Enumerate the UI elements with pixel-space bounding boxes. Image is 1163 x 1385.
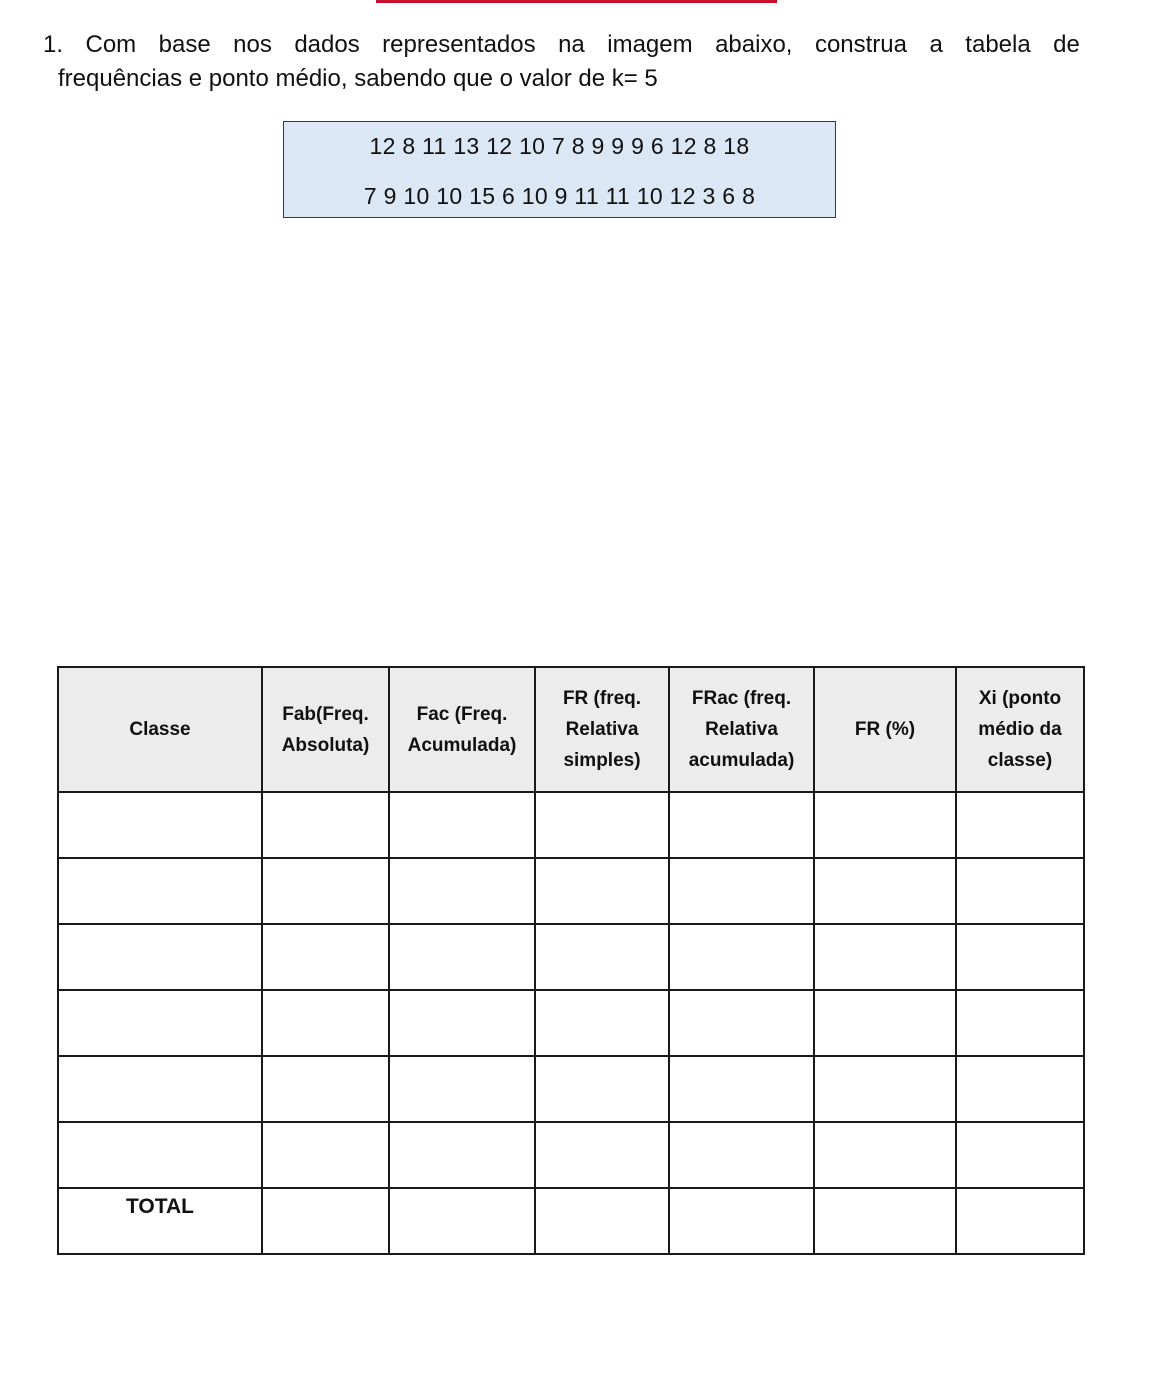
table-cell[interactable] [814,1056,956,1122]
table-cell[interactable] [389,858,535,924]
header-classe: Classe [58,667,262,792]
table-cell[interactable] [669,858,814,924]
table-cell[interactable] [814,792,956,858]
table-cell[interactable] [535,858,669,924]
table-row [58,924,1084,990]
table-cell[interactable] [262,924,389,990]
header-frac: FRac (freq. Relativa acumulada) [669,667,814,792]
question-word: representados [382,31,536,58]
data-values-box [283,121,836,218]
table-cell[interactable] [262,792,389,858]
table-cell[interactable] [814,990,956,1056]
table-cell[interactable] [58,858,262,924]
question-line-2: frequências e ponto médio, sabendo que o valor de k= 5 [58,65,658,92]
table-cell[interactable] [535,990,669,1056]
question-word: construa [814,31,907,58]
frequency-table [57,666,1085,1255]
table-cell[interactable] [389,792,535,858]
table-cell[interactable] [58,924,262,990]
question-text [43,28,1080,96]
table-cell[interactable] [535,792,669,858]
table-cell[interactable] [669,1056,814,1122]
table-cell[interactable] [956,792,1084,858]
table-cell[interactable] [956,1122,1084,1188]
table-cell[interactable] [814,858,956,924]
table-cell[interactable] [535,924,669,990]
question-line-1 [43,28,1080,62]
table-cell[interactable] [956,1056,1084,1122]
question-word: imagem [607,31,693,58]
table-cell[interactable] [535,1188,669,1254]
table-cell[interactable] [262,990,389,1056]
question-number: 1. [43,31,64,58]
table-cell[interactable] [956,858,1084,924]
table-row [58,858,1084,924]
table-cell[interactable] [262,1122,389,1188]
table-cell[interactable] [262,1056,389,1122]
table-header-row [58,667,1084,792]
table-cell[interactable] [389,924,535,990]
table-cell[interactable] [389,1188,535,1254]
data-row-2: 7 9 10 10 15 6 10 9 11 11 10 12 3 6 8 [363,183,756,209]
question-word: a [929,31,943,58]
table-cell[interactable] [814,1122,956,1188]
table-cell[interactable] [535,1056,669,1122]
question-word: dados [294,31,360,58]
table-cell[interactable] [956,924,1084,990]
question-word: base [158,31,211,58]
question-word: de [1053,31,1080,58]
header-fab: Fab(Freq. Absoluta) [262,667,389,792]
table-cell[interactable] [956,990,1084,1056]
table-cell[interactable] [669,990,814,1056]
table-cell[interactable] [58,1122,262,1188]
table-total-row [58,1188,1084,1254]
data-row-1: 12 8 11 13 12 10 7 8 9 9 9 6 12 8 18 [369,133,750,159]
table-cell[interactable] [669,792,814,858]
header-xi: Xi (ponto médio da classe) [956,667,1084,792]
table-cell[interactable] [262,858,389,924]
question-word: Com [85,31,137,58]
table-cell[interactable] [58,990,262,1056]
question-word: tabela [965,31,1031,58]
table-cell[interactable] [58,1056,262,1122]
table-cell[interactable] [814,924,956,990]
top-red-rule [376,0,777,3]
table-row [58,1056,1084,1122]
table-row [58,990,1084,1056]
table-cell[interactable] [535,1122,669,1188]
header-fr: FR (freq. Relativa simples) [535,667,669,792]
table-cell[interactable] [389,990,535,1056]
table-row [58,1122,1084,1188]
table-cell[interactable] [389,1056,535,1122]
table-cell[interactable] [956,1188,1084,1254]
table-cell[interactable] [262,1188,389,1254]
total-label: TOTAL [58,1188,262,1254]
table-cell[interactable] [389,1122,535,1188]
question-word: abaixo, [715,31,793,58]
question-word: nos [233,31,272,58]
table-cell[interactable] [669,924,814,990]
table-row [58,792,1084,858]
header-fac: Fac (Freq. Acumulada) [389,667,535,792]
table-cell[interactable] [814,1188,956,1254]
question-word: na [558,31,585,58]
table-cell[interactable] [669,1188,814,1254]
table-cell[interactable] [669,1122,814,1188]
header-fr-percent: FR (%) [814,667,956,792]
table-cell[interactable] [58,792,262,858]
